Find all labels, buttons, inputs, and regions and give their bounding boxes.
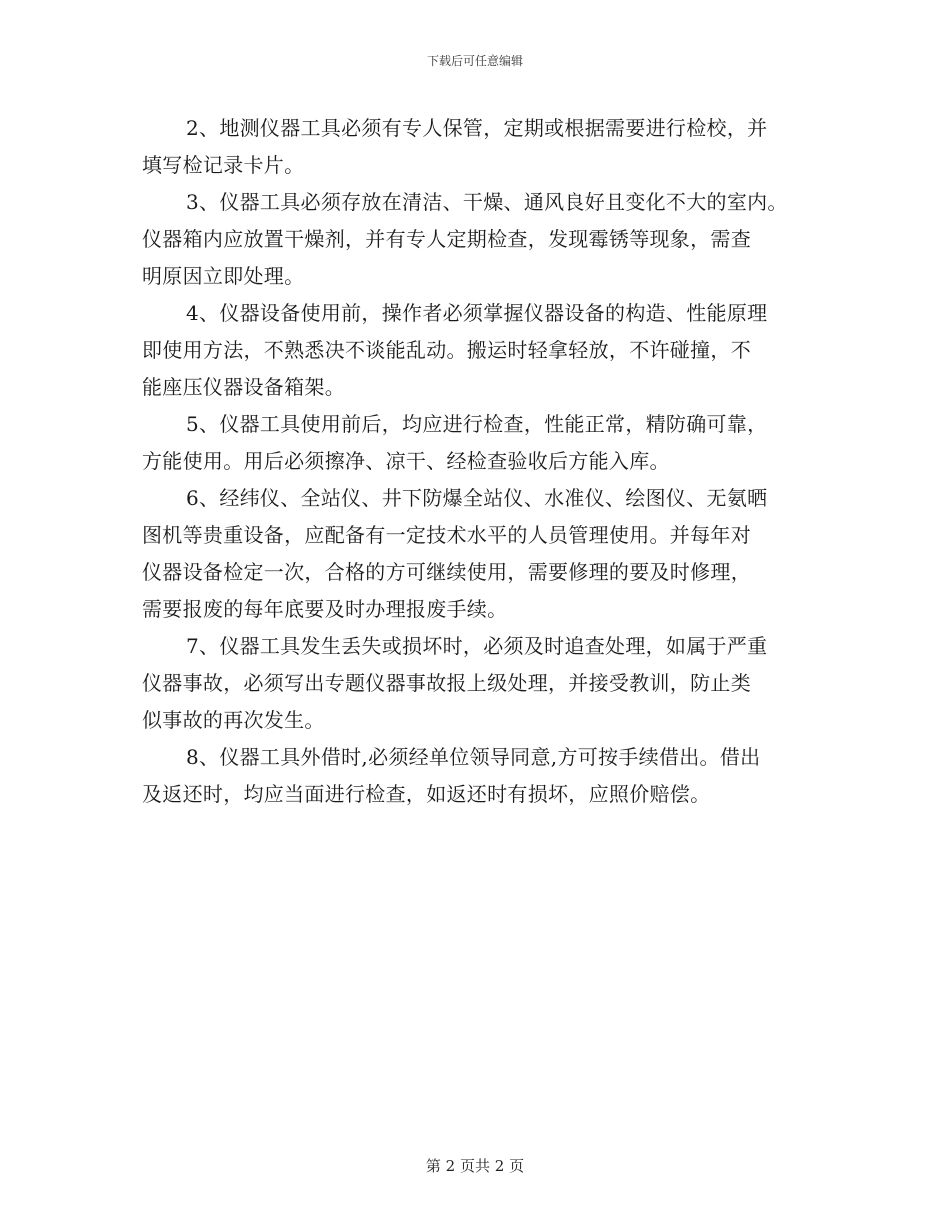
paragraph-line: 仪器设备检定一次，合格的方可继续使用，需要修理的要及时修理， — [142, 560, 751, 584]
paragraph-7 — [142, 628, 822, 739]
paragraph-line: 图机等贵重设备，应配备有一定技术水平的人员管理使用。并每年对 — [142, 523, 751, 547]
paragraph-line: 即使用方法，不熟悉决不谈能乱动。搬运时轻拿轻放，不许碰撞，不 — [142, 338, 751, 362]
paragraph-line: 6、经纬仪、全站仪、井下防爆全站仪、水准仪、绘图仪、无氨晒 — [186, 486, 768, 510]
paragraph-6 — [142, 480, 822, 628]
paragraph-3 — [142, 184, 822, 295]
paragraph-line: 能座压仪器设备箱架。 — [142, 375, 345, 399]
paragraph-line: 需要报废的每年底要及时办理报废手续。 — [142, 597, 508, 621]
document-body — [142, 110, 822, 813]
paragraph-line: 8、仪器工具外借时,必须经单位领导同意,方可按手续借出。借出 — [186, 745, 761, 769]
paragraph-line: 填写检记录卡片。 — [142, 153, 305, 177]
paragraph-line: 似事故的再次发生。 — [142, 708, 325, 732]
paragraph-8 — [142, 739, 822, 813]
paragraph-line: 7、仪器工具发生丢失或损坏时，必须及时追查处理，如属于严重 — [186, 634, 768, 658]
paragraph-line: 2、地测仪器工具必须有专人保管，定期或根据需要进行检校，并 — [186, 116, 768, 140]
paragraph-line: 仪器事故，必须写出专题仪器事故报上级处理，并接受教训，防止类 — [142, 671, 751, 695]
paragraph-line: 及返还时，均应当面进行检查，如返还时有损坏，应照价赔偿。 — [142, 782, 711, 806]
paragraph-2 — [142, 110, 822, 184]
paragraph-line: 明原因立即处理。 — [142, 264, 305, 288]
paragraph-line: 仪器箱内应放置干燥剂，并有专人定期检查，发现霉锈等现象，需查 — [142, 227, 751, 251]
page-footer: 第 2 页共 2 页 — [425, 1157, 525, 1175]
page-header: 下载后可任意编辑 — [426, 54, 523, 68]
paragraph-line: 5、仪器工具使用前后，均应进行检查，性能正常，精防确可靠， — [186, 412, 768, 436]
paragraph-4 — [142, 295, 822, 406]
paragraph-5 — [142, 406, 822, 480]
paragraph-line: 方能使用。用后必须擦净、凉干、经检查验收后方能入库。 — [142, 449, 670, 473]
paragraph-line: 4、仪器设备使用前，操作者必须掌握仪器设备的构造、性能原理 — [186, 301, 768, 325]
paragraph-line: 3、仪器工具必须存放在清洁、干燥、通风良好且变化不大的室内。 — [186, 190, 788, 214]
